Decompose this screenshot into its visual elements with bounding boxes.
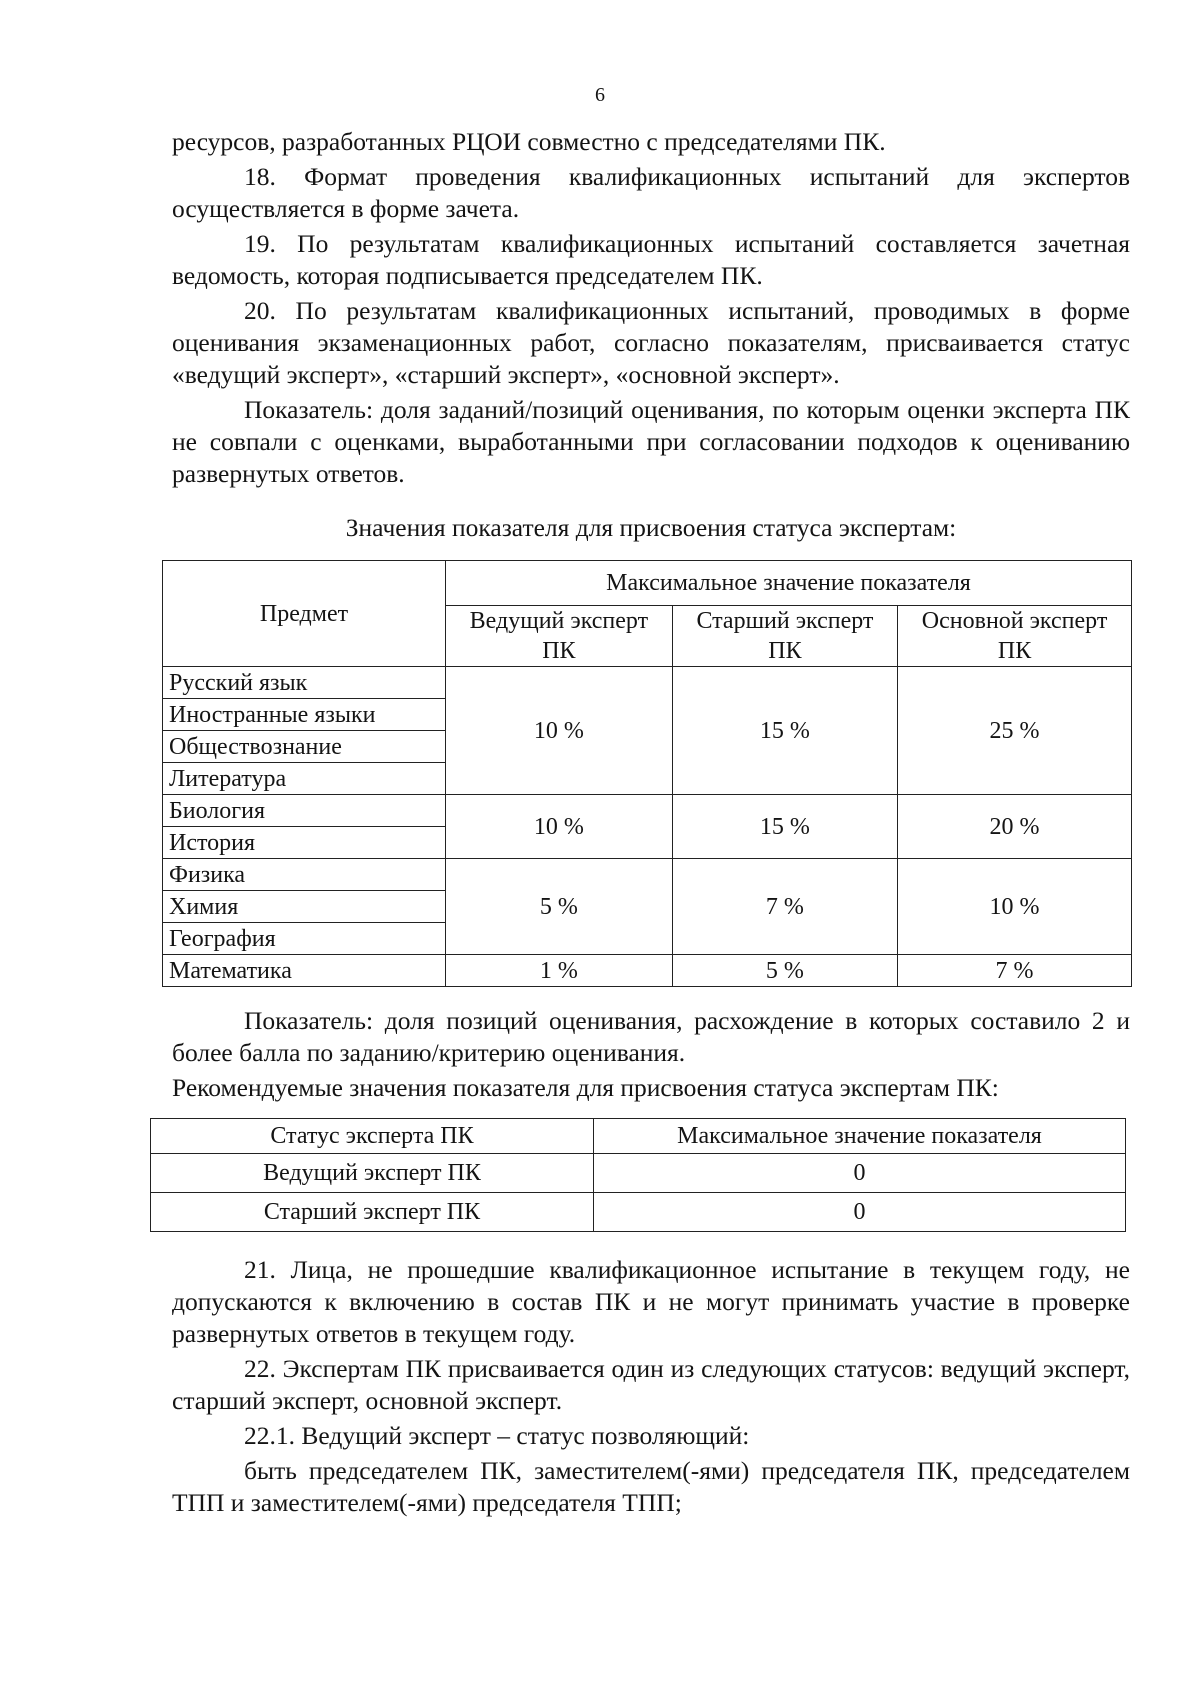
value-cell: 7 % [898, 955, 1132, 987]
status-table [150, 1118, 1126, 1232]
subject-cell: Иностранные языки [163, 699, 446, 731]
value-cell: 15 % [672, 795, 897, 859]
table-row [151, 1193, 1126, 1232]
subject-cell: Литература [163, 763, 446, 795]
document-body [169, 126, 1130, 1522]
subject-cell: Биология [163, 795, 446, 827]
paragraph: ресурсов, разработанных РЦОИ совместно с председателями ПК. [172, 127, 886, 156]
subject-cell: Химия [163, 891, 446, 923]
value-cell: 0 [594, 1193, 1126, 1232]
top-paragraphs [172, 126, 1130, 490]
table-row [163, 795, 1132, 827]
paragraph: 22.1. Ведущий эксперт – статус позволяющий: [244, 1421, 750, 1450]
value-cell: 15 % [672, 667, 897, 795]
value-cell: 0 [594, 1154, 1126, 1193]
value-cell: 25 % [898, 667, 1132, 795]
table-row [163, 667, 1132, 699]
subject-cell: Обществознание [163, 731, 446, 763]
table-row [151, 1154, 1126, 1193]
paragraph: 19. По результатам квалификационных испытаний составляется зачетная ведомость, которая подписывается председателем ПК. [172, 229, 1130, 290]
subject-cell: Русский язык [163, 667, 446, 699]
paragraph: 21. Лица, не прошедшие квалификационное испытание в текущем году, не допускаются к включению в состав ПК и не могут принимать участие в проверке развернутых ответов в текущем году. [172, 1255, 1130, 1348]
paragraph: 22. Экспертам ПК присваивается один из следующих статусов: ведущий эксперт, старший эксперт, основной эксперт. [172, 1354, 1130, 1415]
value-cell: 10 % [446, 795, 673, 859]
col-header-senior: Старший эксперт ПК [672, 606, 897, 667]
paragraph: 18. Формат проведения квалификационных испытаний для экспертов осуществляется в форме зачета. [172, 162, 1130, 223]
subject-cell: Математика [163, 955, 446, 987]
indicator-table-body [163, 667, 1132, 987]
status-header: Статус эксперта ПК [151, 1119, 594, 1154]
value-cell: 10 % [898, 859, 1132, 955]
bottom-paragraphs [172, 1254, 1130, 1519]
max-value-header: Максимальное значение показателя [594, 1119, 1126, 1154]
subject-cell: История [163, 827, 446, 859]
page-number: 6 [595, 84, 605, 106]
value-cell: 5 % [672, 955, 897, 987]
indicator-table [162, 560, 1132, 987]
subject-cell: География [163, 923, 446, 955]
status-cell: Старший эксперт ПК [151, 1193, 594, 1232]
value-cell: 5 % [446, 859, 673, 955]
value-cell: 20 % [898, 795, 1132, 859]
group-header: Максимальное значение показателя [446, 561, 1132, 606]
value-cell: 7 % [672, 859, 897, 955]
value-cell: 1 % [446, 955, 673, 987]
col-header-lead: Ведущий эксперт ПК [446, 606, 673, 667]
table-row [163, 859, 1132, 891]
indicator2-recommended: Рекомендуемые значения показателя для присвоения статуса экспертам ПК: [172, 1073, 999, 1102]
value-cell: 10 % [446, 667, 673, 795]
col-header-main: Основной эксперт ПК [898, 606, 1132, 667]
paragraph: Показатель: доля заданий/позиций оценивания, по которым оценки эксперта ПК не совпали с оценками, выработанными при согласовании подходов к оцениванию развернутых ответов. [172, 395, 1130, 488]
table-row [163, 955, 1132, 987]
indicator2-text: Показатель: доля позиций оценивания, расхождение в которых составило 2 и более балла по заданию/критерию оценивания. [172, 1006, 1130, 1067]
paragraph: быть председателем ПК, заместителем(-ями) председателя ПК, председателем ТПП и заместителем(-ями) председателя ТПП; [172, 1456, 1130, 1517]
subject-cell: Физика [163, 859, 446, 891]
subject-header: Предмет [163, 561, 446, 667]
paragraph: 20. По результатам квалификационных испытаний, проводимых в форме оценивания экзаменационных работ, согласно показателям, присваивается статус «ведущий эксперт», «старший эксперт», «основной эксперт». [172, 296, 1130, 389]
table1-caption: Значения показателя для присвоения статуса экспертам: [345, 513, 957, 542]
status-cell: Ведущий эксперт ПК [151, 1154, 594, 1193]
